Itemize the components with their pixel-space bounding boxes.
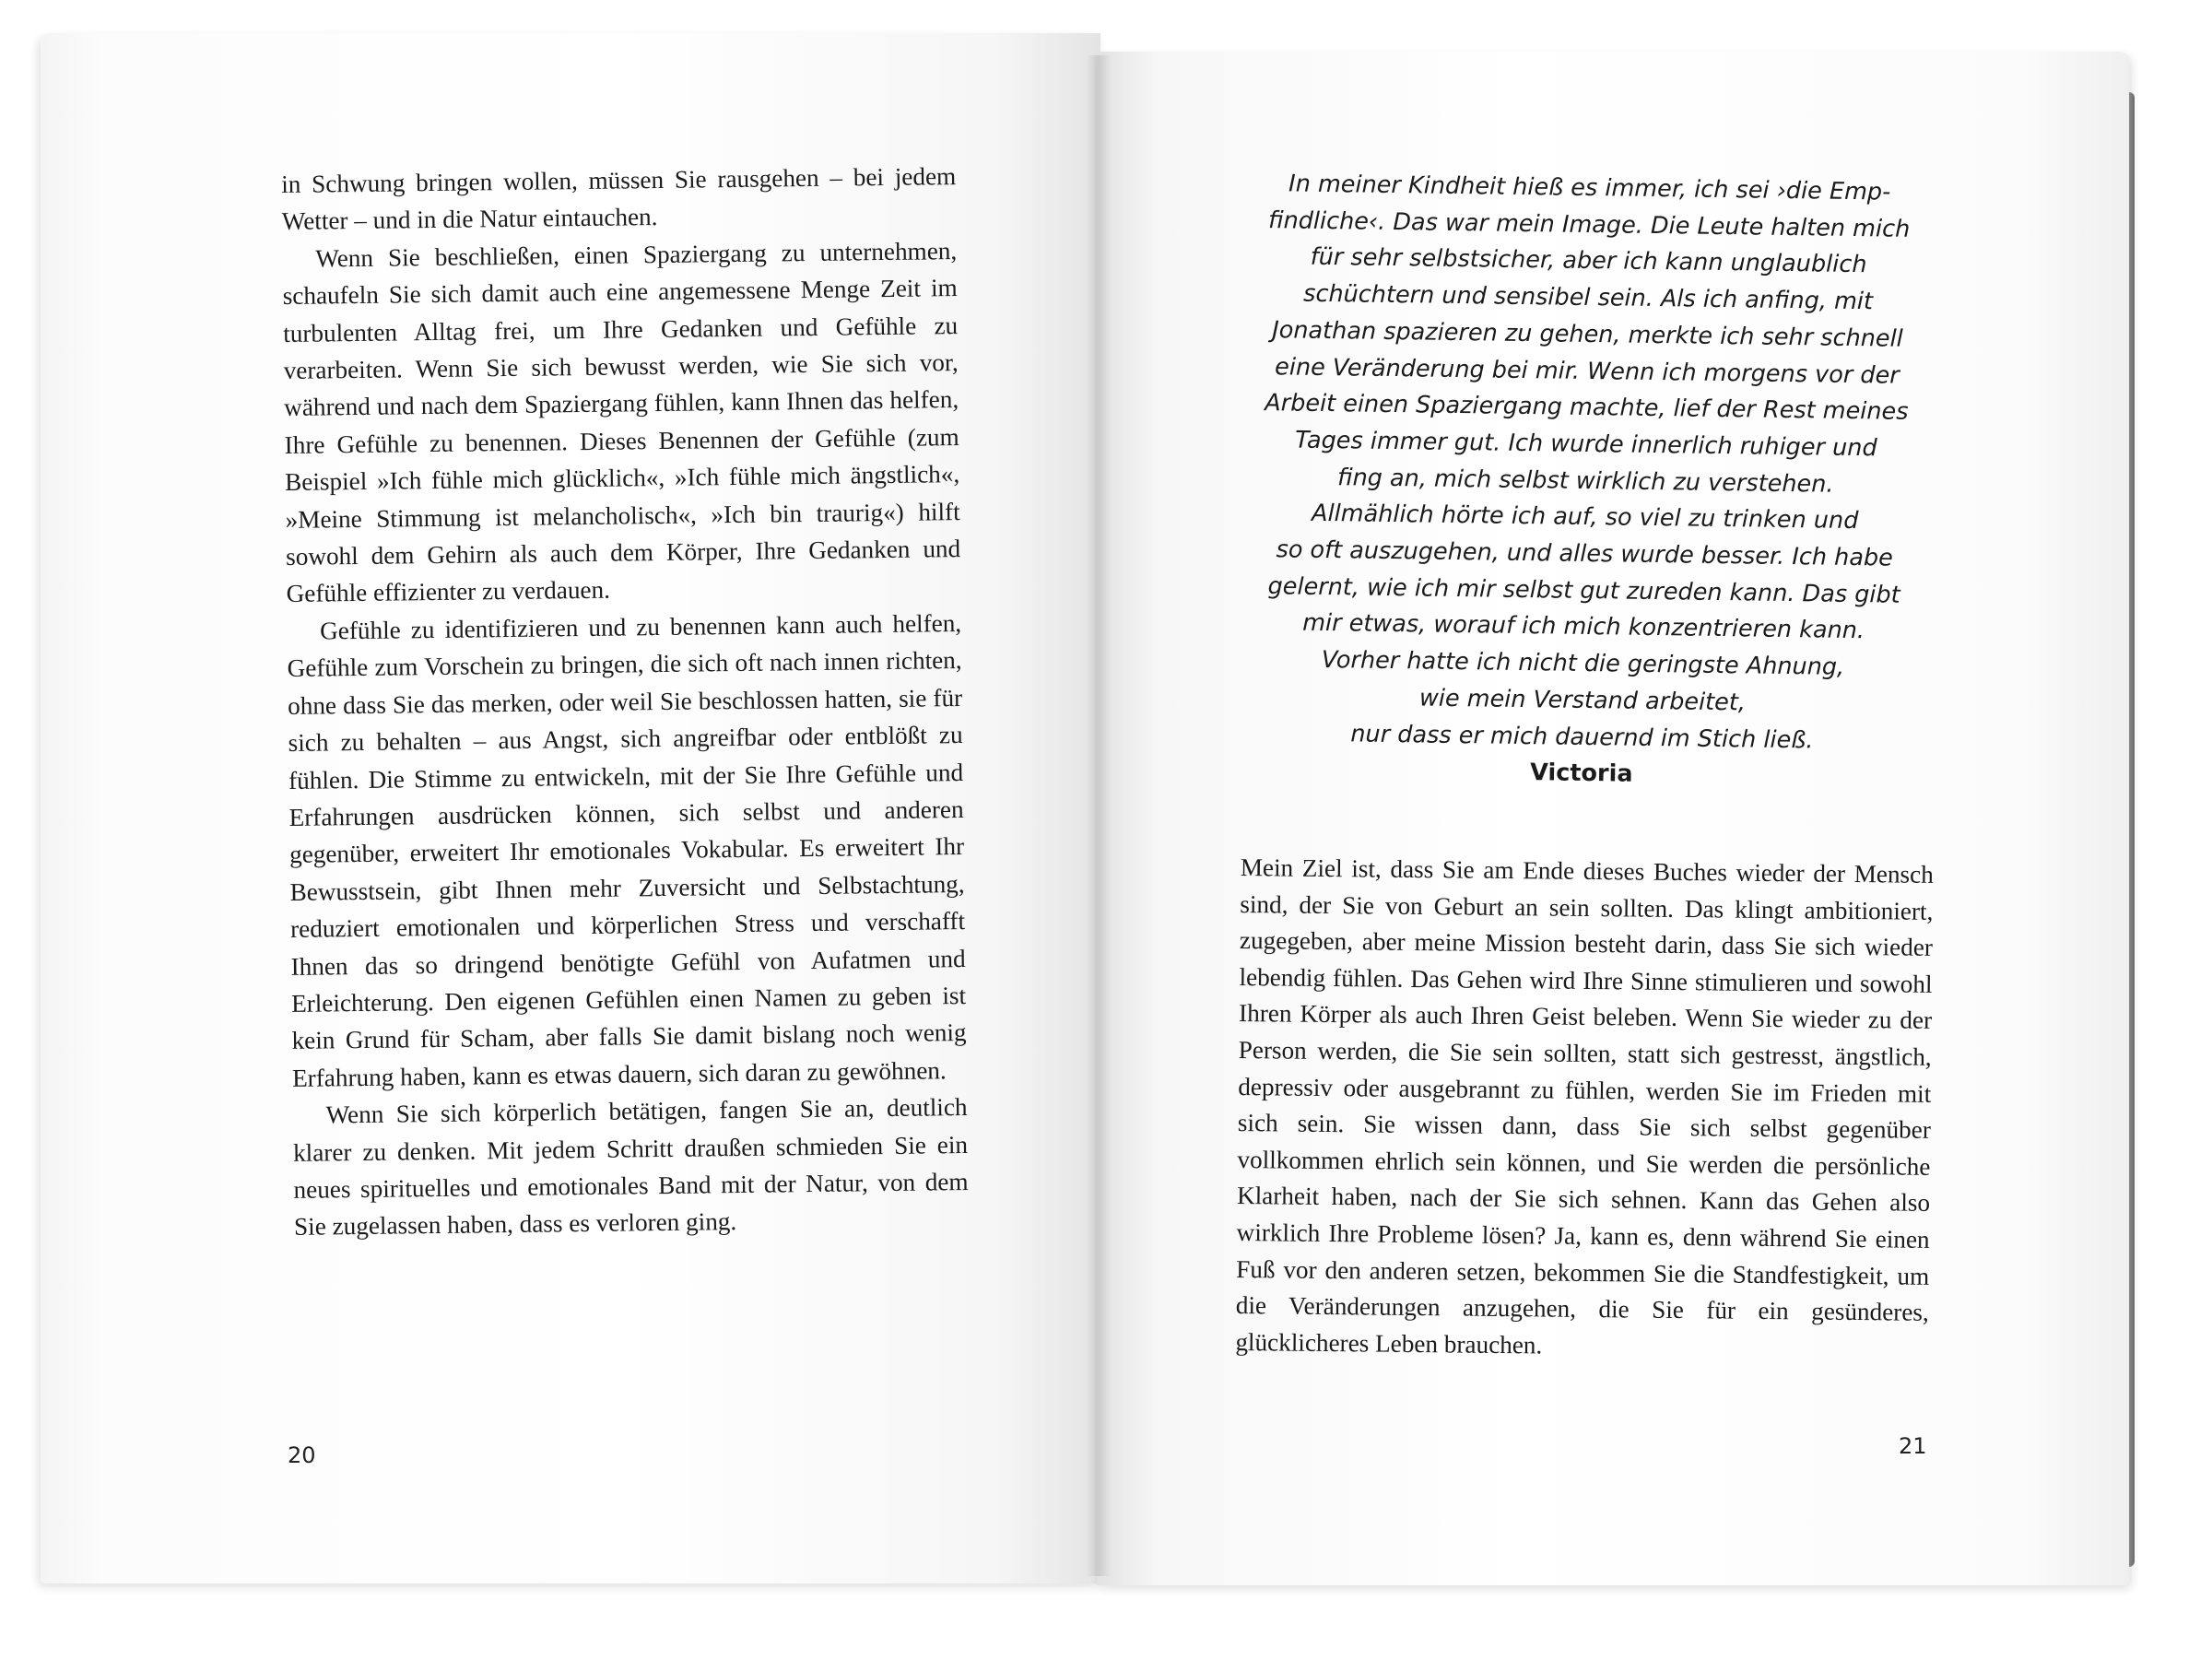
quote-line: Vorher hatte ich nicht die geringste Ahnung, xyxy=(1321,646,1845,682)
quote-block xyxy=(1227,166,1945,798)
quote-line: schüchtern und sensibel sein. Als ich anfing, mit xyxy=(1302,279,1874,316)
quote-line: In meiner Kindheit hieß es immer, ich sei ›die Emp- xyxy=(1288,170,1891,206)
right-page-number: 21 xyxy=(1899,1433,1927,1459)
left-page-number: 20 xyxy=(288,1442,316,1468)
right-paragraph: Mein Ziel ist, dass Sie am Ende dieses Buches wieder der Mensch sind, der Sie von Geburt an sein sollten. Das klingt ambitioniert, zugegeben, aber meine Mission besteht darin, dass Sie sich wieder lebendig fühlen. Das Gehen wird Ihre Sinne stimulieren und sowohl Ihren Körper als auch Ihren Geist beleben. Wenn Sie wieder zu der Person werden, die Sie sein sollten, statt sich gestresst, ängstlich, depressiv oder ausgebrannt zu fühlen, werden Sie im Frieden mit sich sein. Sie wissen dann, dass Sie sich selbst gegenüber vollkommen ehrlich sein können, und Sie werden die persönliche Klarheit haben, nach der Sie sich sehnen. Kann das Gehen also wirklich Ihre Probleme lösen? Ja, kann es, denn während Sie einen Fuß vor den anderen setzen, bekommen Sie die Standfestigkeit, um die Veränderungen anzugehen, die Sie für ein gesünderes, glücklicheres Leben brauchen. xyxy=(1235,853,1934,1359)
quote-line: wie mein Verstand arbeitet, xyxy=(1418,684,1747,717)
book-gutter xyxy=(1086,55,1112,1576)
quote-line: Allmählich hörte ich auf, so viel zu trinken und xyxy=(1311,500,1859,535)
left-paragraph: Wenn Sie beschließen, einen Spaziergang zu unternehmen, schaufeln Sie sich damit auch eine angemessene Menge Zeit im turbulenten Alltag frei, um Ihre Gedanken und Gefühle zu verarbeiten. Wenn Sie sich bewusst werden, wie Sie sich vor, während und nach dem Spaziergang fühlen, kann Ihnen das helfen, Ihre Gefühle zu benennen. Dieses Benennen der Gefühle (zum Beispiel »Ich fühle mich glücklich«, »Ich fühle mich ängstlich«, »Meine Stimmung ist melancholisch«, »Ich bin traurig«) hilft sowohl dem Gehirn als auch dem Körper, Ihre Gedanken und Gefühle effizienter zu verdauen. xyxy=(282,236,961,608)
quote-line: fing an, mich selbst wirklich zu verstehen. xyxy=(1336,463,1834,499)
quote-line: eine Veränderung bei mir. Wenn ich morgens vor der xyxy=(1274,352,1900,390)
quote-line: so oft auszugehen, und alles wurde besser. Ich habe xyxy=(1276,535,1894,572)
quote-line: für sehr selbstsicher, aber ich kann unglaublich xyxy=(1310,243,1867,279)
left-paragraph: in Schwung bringen wollen, müssen Sie rausgehen – bei jedem Wetter – und in die Natur eintauchen. xyxy=(281,162,957,236)
left-paragraph: Wenn Sie sich körperlich betätigen, fangen Sie an, deutlich klarer zu denken. Mit jedem Schritt draußen schmieden Sie ein neues spirituelles und emotionales Band mit der Natur, von dem Sie zugelassen haben, dass es verloren ging. xyxy=(292,1093,969,1241)
right-page-text xyxy=(1235,850,1934,1368)
quote-line: Jonathan spazieren zu gehen, merkte ich sehr schnell xyxy=(1272,316,1903,353)
quote-line: Arbeit einen Spaziergang machte, lief der Rest meines xyxy=(1265,389,1909,427)
left-page-text xyxy=(281,158,969,1246)
left-paragraph: Gefühle zu identifizieren und zu benennen kann auch helfen, Gefühle zum Vorschein zu bringen, die sich oft nach innen richten, ohne dass Sie das merken, oder weil Sie beschlossen hatten, sie für sich zu behalten – aus Angst, sich angreifbar oder entblößt zu fühlen. Die Stimme zu entwickeln, mit der Sie Ihre Gefühle und Erfahrungen ausdrücken können, sich selbst und anderen gegenüber, erweitert Ihr emotionales Vokabular. Es erweitert Ihr Bewusstsein, gibt Ihnen mehr Zuversicht und Selbstachtung, reduziert emotionalen und körperlichen Stress und verschafft Ihnen das so dringend benötigte Gefühl von Aufatmen und Erleichterung. Den eigenen Gefühlen einen Namen zu geben ist kein Grund für Scham, aber falls Sie damit bislang noch wenig Erfahrung haben, kann es etwas dauern, sich daran zu gewöhnen. xyxy=(287,608,967,1092)
quote-line: Tages immer gut. Ich wurde innerlich ruhiger und xyxy=(1294,426,1877,463)
quote-line: nur dass er mich dauernd im Stich ließ. xyxy=(1350,719,1814,754)
quote-author: Victoria xyxy=(1529,759,1633,788)
quote-line: gelernt, wie ich mir selbst gut zureden kann. Das gibt xyxy=(1267,571,1900,609)
quote-line: findliche‹. Das war mein Image. Die Leute halten mich xyxy=(1267,206,1911,243)
quote-line: mir etwas, worauf ich mich konzentrieren kann. xyxy=(1301,609,1865,645)
